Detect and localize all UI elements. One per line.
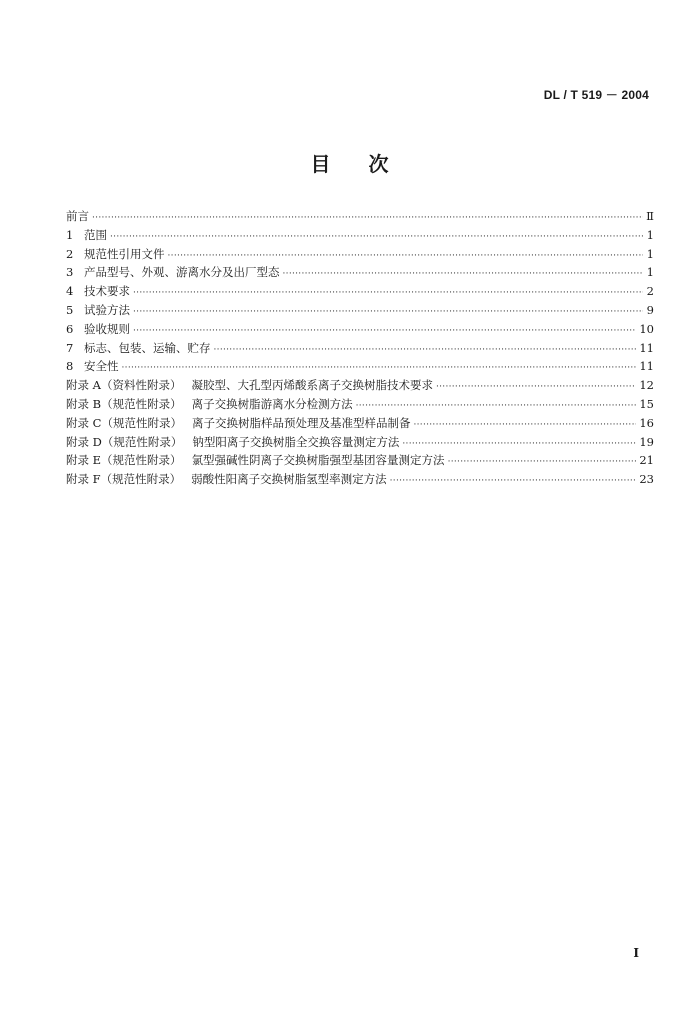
toc-page-number: 1 bbox=[646, 246, 654, 261]
toc-page-number: 11 bbox=[639, 340, 654, 355]
toc-entry-chapter[interactable] bbox=[66, 301, 654, 320]
toc-page-number: 19 bbox=[639, 434, 654, 449]
toc-entry-chapter[interactable] bbox=[66, 282, 654, 301]
toc-label: 技术要求 bbox=[84, 284, 130, 299]
toc-label: 产品型号、外观、游离水分及出厂型态 bbox=[84, 265, 280, 280]
toc-page-number: 11 bbox=[639, 359, 654, 374]
title-char-2: 次 bbox=[368, 152, 389, 176]
toc-entry-appendix[interactable] bbox=[66, 395, 654, 414]
dot-leader bbox=[214, 341, 637, 360]
appendix-prefix: 附录 E（规范性附录） bbox=[66, 453, 182, 468]
toc-page-number: 1 bbox=[646, 265, 654, 280]
toc-entry-appendix[interactable] bbox=[66, 470, 654, 489]
appendix-prefix: 附录 D（规范性附录） bbox=[66, 434, 183, 449]
page-title bbox=[0, 148, 699, 177]
chapter-number: 4 bbox=[66, 284, 74, 299]
dot-leader bbox=[413, 416, 636, 435]
dot-leader bbox=[448, 453, 637, 472]
appendix-prefix: 附录 C（规范性附录） bbox=[66, 415, 182, 430]
toc-page-number: Ⅱ bbox=[646, 209, 654, 223]
toc-label: 规范性引用文件 bbox=[84, 246, 165, 261]
toc-label: 验收规则 bbox=[84, 321, 130, 336]
appendix-title: 凝胶型、大孔型丙烯酸系离子交换树脂技术要求 bbox=[191, 378, 433, 393]
toc-entry-chapter[interactable] bbox=[66, 263, 654, 282]
appendix-title: 弱酸性阳离子交换树脂氢型率测定方法 bbox=[191, 472, 387, 487]
dot-leader bbox=[283, 265, 644, 284]
appendix-title: 钠型阳离子交换树脂全交换容量测定方法 bbox=[192, 434, 400, 449]
table-of-contents bbox=[66, 207, 654, 489]
toc-entry-appendix[interactable] bbox=[66, 376, 654, 395]
chapter-number: 3 bbox=[66, 265, 74, 280]
toc-entry-appendix[interactable] bbox=[66, 414, 654, 433]
page-number: Ⅰ bbox=[633, 946, 639, 960]
toc-label: 前言 bbox=[66, 209, 89, 223]
toc-entry-chapter[interactable] bbox=[66, 226, 654, 245]
dot-leader bbox=[133, 284, 643, 303]
dot-leader bbox=[390, 472, 637, 491]
dot-leader bbox=[436, 378, 636, 397]
toc-entry-preface[interactable] bbox=[66, 207, 654, 226]
appendix-prefix: 附录 A（资料性附录） bbox=[66, 378, 182, 393]
appendix-prefix: 附录 F（规范性附录） bbox=[66, 472, 182, 487]
toc-label: 安全性 bbox=[84, 359, 119, 374]
appendix-title: 离子交换树脂样品预处理及基准型样品制备 bbox=[191, 415, 411, 430]
chapter-number: 5 bbox=[66, 302, 74, 317]
appendix-title: 离子交换树脂游离水分检测方法 bbox=[191, 396, 353, 411]
toc-entry-chapter[interactable] bbox=[66, 339, 654, 358]
standard-code: DL / T 519 － 2004 bbox=[543, 88, 649, 102]
toc-label: 范围 bbox=[84, 227, 107, 242]
appendix-prefix: 附录 B（规范性附录） bbox=[66, 396, 182, 411]
dot-leader bbox=[110, 228, 643, 247]
dot-leader bbox=[133, 303, 643, 322]
toc-label: 试验方法 bbox=[84, 302, 130, 317]
chapter-number: 6 bbox=[66, 321, 74, 336]
toc-page-number: 12 bbox=[639, 378, 654, 393]
toc-page-number: 9 bbox=[646, 302, 654, 317]
toc-page-number: 16 bbox=[639, 415, 654, 430]
title-char-1: 目 bbox=[310, 152, 331, 176]
toc-entry-appendix[interactable] bbox=[66, 433, 654, 452]
toc-entry-chapter[interactable] bbox=[66, 320, 654, 339]
toc-entry-chapter[interactable] bbox=[66, 245, 654, 264]
appendix-title: 氯型强碱性阴离子交换树脂强型基团容量测定方法 bbox=[191, 453, 445, 468]
dot-leader bbox=[92, 209, 643, 228]
toc-page-number: 10 bbox=[639, 321, 654, 336]
toc-entry-chapter[interactable] bbox=[66, 357, 654, 376]
chapter-number: 1 bbox=[66, 227, 74, 242]
chapter-number: 8 bbox=[66, 359, 74, 374]
chapter-number: 2 bbox=[66, 246, 74, 261]
toc-page-number: 15 bbox=[639, 396, 654, 411]
chapter-number: 7 bbox=[66, 340, 74, 355]
toc-page-number: 1 bbox=[646, 227, 654, 242]
toc-page-number: 2 bbox=[646, 284, 654, 299]
toc-label: 标志、包装、运输、贮存 bbox=[84, 340, 211, 355]
toc-entry-appendix[interactable] bbox=[66, 451, 654, 470]
toc-page-number: 23 bbox=[639, 472, 654, 487]
toc-page-number: 21 bbox=[639, 453, 654, 468]
